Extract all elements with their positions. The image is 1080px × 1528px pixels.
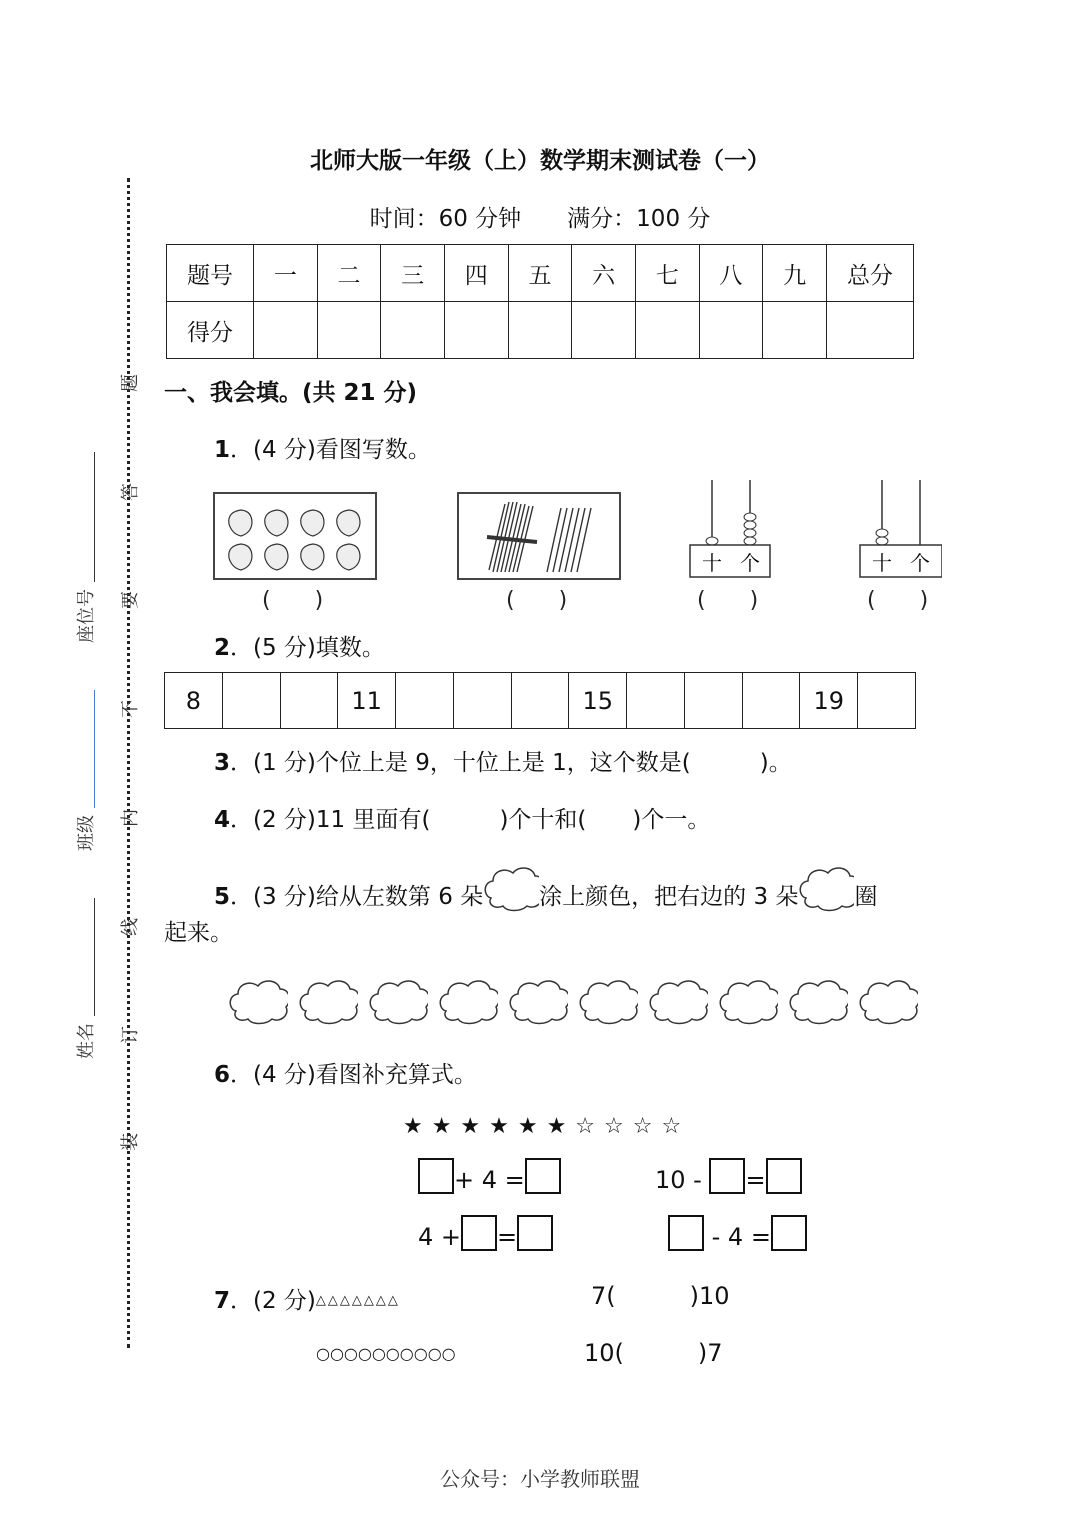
page-title: 北师大版一年级（上）数学期末测试卷（一） bbox=[310, 148, 770, 174]
answer-box[interactable] bbox=[461, 1215, 497, 1251]
seal-char: 订 bbox=[120, 1026, 141, 1044]
score-cell[interactable] bbox=[572, 302, 636, 359]
answer-paren[interactable]: ( ) bbox=[262, 588, 324, 613]
header-cell: 四 bbox=[444, 245, 508, 302]
q-number: 4 bbox=[214, 807, 231, 833]
q-number: 6 bbox=[214, 1062, 231, 1088]
answer-box[interactable] bbox=[525, 1158, 561, 1194]
answer-box[interactable] bbox=[709, 1158, 745, 1194]
score-cell[interactable] bbox=[508, 302, 572, 359]
header-cell: 三 bbox=[381, 245, 445, 302]
score-cell[interactable] bbox=[254, 302, 318, 359]
header-cell: 二 bbox=[317, 245, 381, 302]
header-cell: 六 bbox=[572, 245, 636, 302]
score-cell[interactable] bbox=[827, 302, 914, 359]
question-5-cont: 起来。 bbox=[164, 920, 233, 946]
question-5 bbox=[214, 864, 877, 912]
row-label: 得分 bbox=[167, 302, 254, 359]
abacus-1 bbox=[688, 478, 772, 580]
number-cell[interactable] bbox=[684, 673, 742, 729]
header-cell: 七 bbox=[635, 245, 699, 302]
answer-box[interactable] bbox=[517, 1215, 553, 1251]
number-cell[interactable] bbox=[280, 673, 338, 729]
question-1 bbox=[214, 431, 431, 464]
number-cell[interactable] bbox=[222, 673, 280, 729]
question-4 bbox=[214, 801, 710, 834]
number-cell[interactable] bbox=[858, 673, 916, 729]
ones-label: 个 bbox=[910, 551, 930, 575]
circles-row: ○○○○○○○○○○ bbox=[316, 1344, 456, 1363]
answer-paren[interactable]: ( ) bbox=[506, 588, 568, 613]
header-cell: 总分 bbox=[827, 245, 914, 302]
question-2 bbox=[214, 629, 385, 662]
q-number: 1 bbox=[214, 437, 231, 463]
seal-char: 要 bbox=[120, 591, 141, 609]
cloud-icon[interactable] bbox=[788, 977, 848, 1027]
q-text: ．(3 分)给从左数第 6 朵 bbox=[230, 884, 484, 910]
seal-char: 内 bbox=[120, 809, 141, 827]
q-text: ．(4 分)看图写数。 bbox=[230, 437, 431, 463]
tens-label: 十 bbox=[872, 551, 892, 575]
cloud-icon bbox=[483, 864, 539, 912]
eq-text: = bbox=[497, 1223, 518, 1251]
name-line[interactable] bbox=[94, 898, 95, 1016]
header-cell: 八 bbox=[699, 245, 763, 302]
q-text: ．(2 分)11 里面有( )个十和( )个一。 bbox=[230, 807, 711, 833]
q-number: 2 bbox=[214, 635, 231, 661]
q-text: 圈 bbox=[854, 884, 878, 910]
q-number: 5 bbox=[214, 884, 231, 910]
header-cell: 题号 bbox=[167, 245, 254, 302]
answer-paren[interactable]: ( ) bbox=[867, 588, 929, 613]
question-6 bbox=[214, 1056, 477, 1089]
cloud-icon[interactable] bbox=[368, 977, 428, 1027]
equation-1a bbox=[418, 1158, 561, 1194]
footer-text: 公众号：小学教师联盟 bbox=[440, 1467, 640, 1491]
cloud-icon[interactable] bbox=[718, 977, 778, 1027]
cloud-icon bbox=[798, 864, 854, 912]
cmp-text: 10( bbox=[584, 1339, 624, 1367]
equation-1b bbox=[655, 1158, 802, 1194]
answer-paren[interactable]: ( ) bbox=[697, 588, 759, 613]
triangles-row: △△△△△△△ bbox=[315, 1293, 400, 1308]
cloud-icon[interactable] bbox=[438, 977, 498, 1027]
number-cell[interactable]: 8 bbox=[165, 673, 223, 729]
cmp-text: 7( bbox=[591, 1282, 616, 1310]
class-label: 班级 bbox=[76, 815, 97, 851]
cloud-icon[interactable] bbox=[508, 977, 568, 1027]
pencils-image bbox=[457, 492, 621, 580]
cmp-text: )7 bbox=[697, 1339, 723, 1367]
eq-text: + 4 = bbox=[454, 1166, 525, 1194]
tens-label: 十 bbox=[702, 551, 722, 575]
compare-1 bbox=[591, 1282, 730, 1310]
answer-box[interactable] bbox=[418, 1158, 454, 1194]
number-cell[interactable] bbox=[453, 673, 511, 729]
q-text: ．(4 分)看图补充算式。 bbox=[230, 1062, 477, 1088]
cloud-icon[interactable] bbox=[858, 977, 918, 1027]
cloud-icon[interactable] bbox=[298, 977, 358, 1027]
number-cell[interactable] bbox=[396, 673, 454, 729]
seat-label: 座位号 bbox=[76, 589, 97, 643]
score-cell[interactable] bbox=[381, 302, 445, 359]
q-text: ．(5 分)填数。 bbox=[230, 635, 385, 661]
number-cell[interactable] bbox=[511, 673, 569, 729]
score-cell[interactable] bbox=[317, 302, 381, 359]
eq-text: = bbox=[745, 1166, 766, 1194]
cmp-text: )10 bbox=[689, 1282, 730, 1310]
score-cell[interactable] bbox=[763, 302, 827, 359]
number-cell[interactable]: 19 bbox=[800, 673, 858, 729]
number-cell[interactable]: 15 bbox=[569, 673, 627, 729]
answer-box[interactable] bbox=[766, 1158, 802, 1194]
number-cell[interactable] bbox=[742, 673, 800, 729]
seat-line[interactable] bbox=[94, 452, 95, 582]
compare-2 bbox=[584, 1339, 723, 1367]
seal-char: 线 bbox=[120, 918, 141, 936]
seal-char: 装 bbox=[120, 1133, 141, 1151]
number-fill-table bbox=[164, 672, 916, 729]
score-cell[interactable] bbox=[699, 302, 763, 359]
cloud-icon[interactable] bbox=[578, 977, 638, 1027]
score-cell[interactable] bbox=[444, 302, 508, 359]
score-table bbox=[166, 244, 914, 359]
number-cell[interactable]: 11 bbox=[338, 673, 396, 729]
eq-text: - 4 = bbox=[711, 1223, 771, 1251]
question-7 bbox=[214, 1282, 400, 1315]
seal-char: 题 bbox=[120, 374, 141, 392]
seal-char: 答 bbox=[120, 483, 141, 501]
eq-text: 10 - bbox=[655, 1166, 702, 1194]
full-score-label: 满分：100 分 bbox=[567, 206, 711, 232]
stars-row: ★ ★ ★ ★ ★ ★ ☆ ☆ ☆ ☆ bbox=[403, 1114, 683, 1139]
header-cell: 九 bbox=[763, 245, 827, 302]
section-1-title: 一、我会填。(共 21 分) bbox=[164, 380, 418, 406]
eq-text: 4 + bbox=[418, 1223, 462, 1251]
time-label: 时间：60 分钟 bbox=[369, 206, 522, 232]
q-number: 7 bbox=[214, 1288, 231, 1314]
question-3 bbox=[214, 744, 792, 777]
name-label: 姓名 bbox=[76, 1023, 97, 1059]
cloud-icon[interactable] bbox=[648, 977, 708, 1027]
equation-2b bbox=[668, 1215, 807, 1251]
header-cell: 一 bbox=[254, 245, 318, 302]
answer-box[interactable] bbox=[771, 1215, 807, 1251]
q-text: ．(2 分) bbox=[230, 1288, 316, 1314]
ones-label: 个 bbox=[740, 551, 760, 575]
header-cell: 五 bbox=[508, 245, 572, 302]
q-text: ．(1 分)个位上是 9，十位上是 1，这个数是( )。 bbox=[230, 750, 792, 776]
exam-info bbox=[0, 200, 1080, 233]
number-cell[interactable] bbox=[627, 673, 685, 729]
equation-2a bbox=[418, 1215, 553, 1251]
q-text: 涂上颜色，把右边的 3 朵 bbox=[539, 884, 799, 910]
class-line[interactable] bbox=[94, 690, 95, 808]
cloud-row bbox=[228, 977, 918, 1027]
answer-box[interactable] bbox=[668, 1215, 704, 1251]
seal-char: 不 bbox=[120, 700, 141, 718]
strawberries-image bbox=[213, 492, 377, 580]
q-number: 3 bbox=[214, 750, 231, 776]
abacus-2 bbox=[858, 478, 942, 580]
binding-dotted-line bbox=[127, 178, 130, 1348]
cloud-icon[interactable] bbox=[228, 977, 288, 1027]
score-cell[interactable] bbox=[635, 302, 699, 359]
